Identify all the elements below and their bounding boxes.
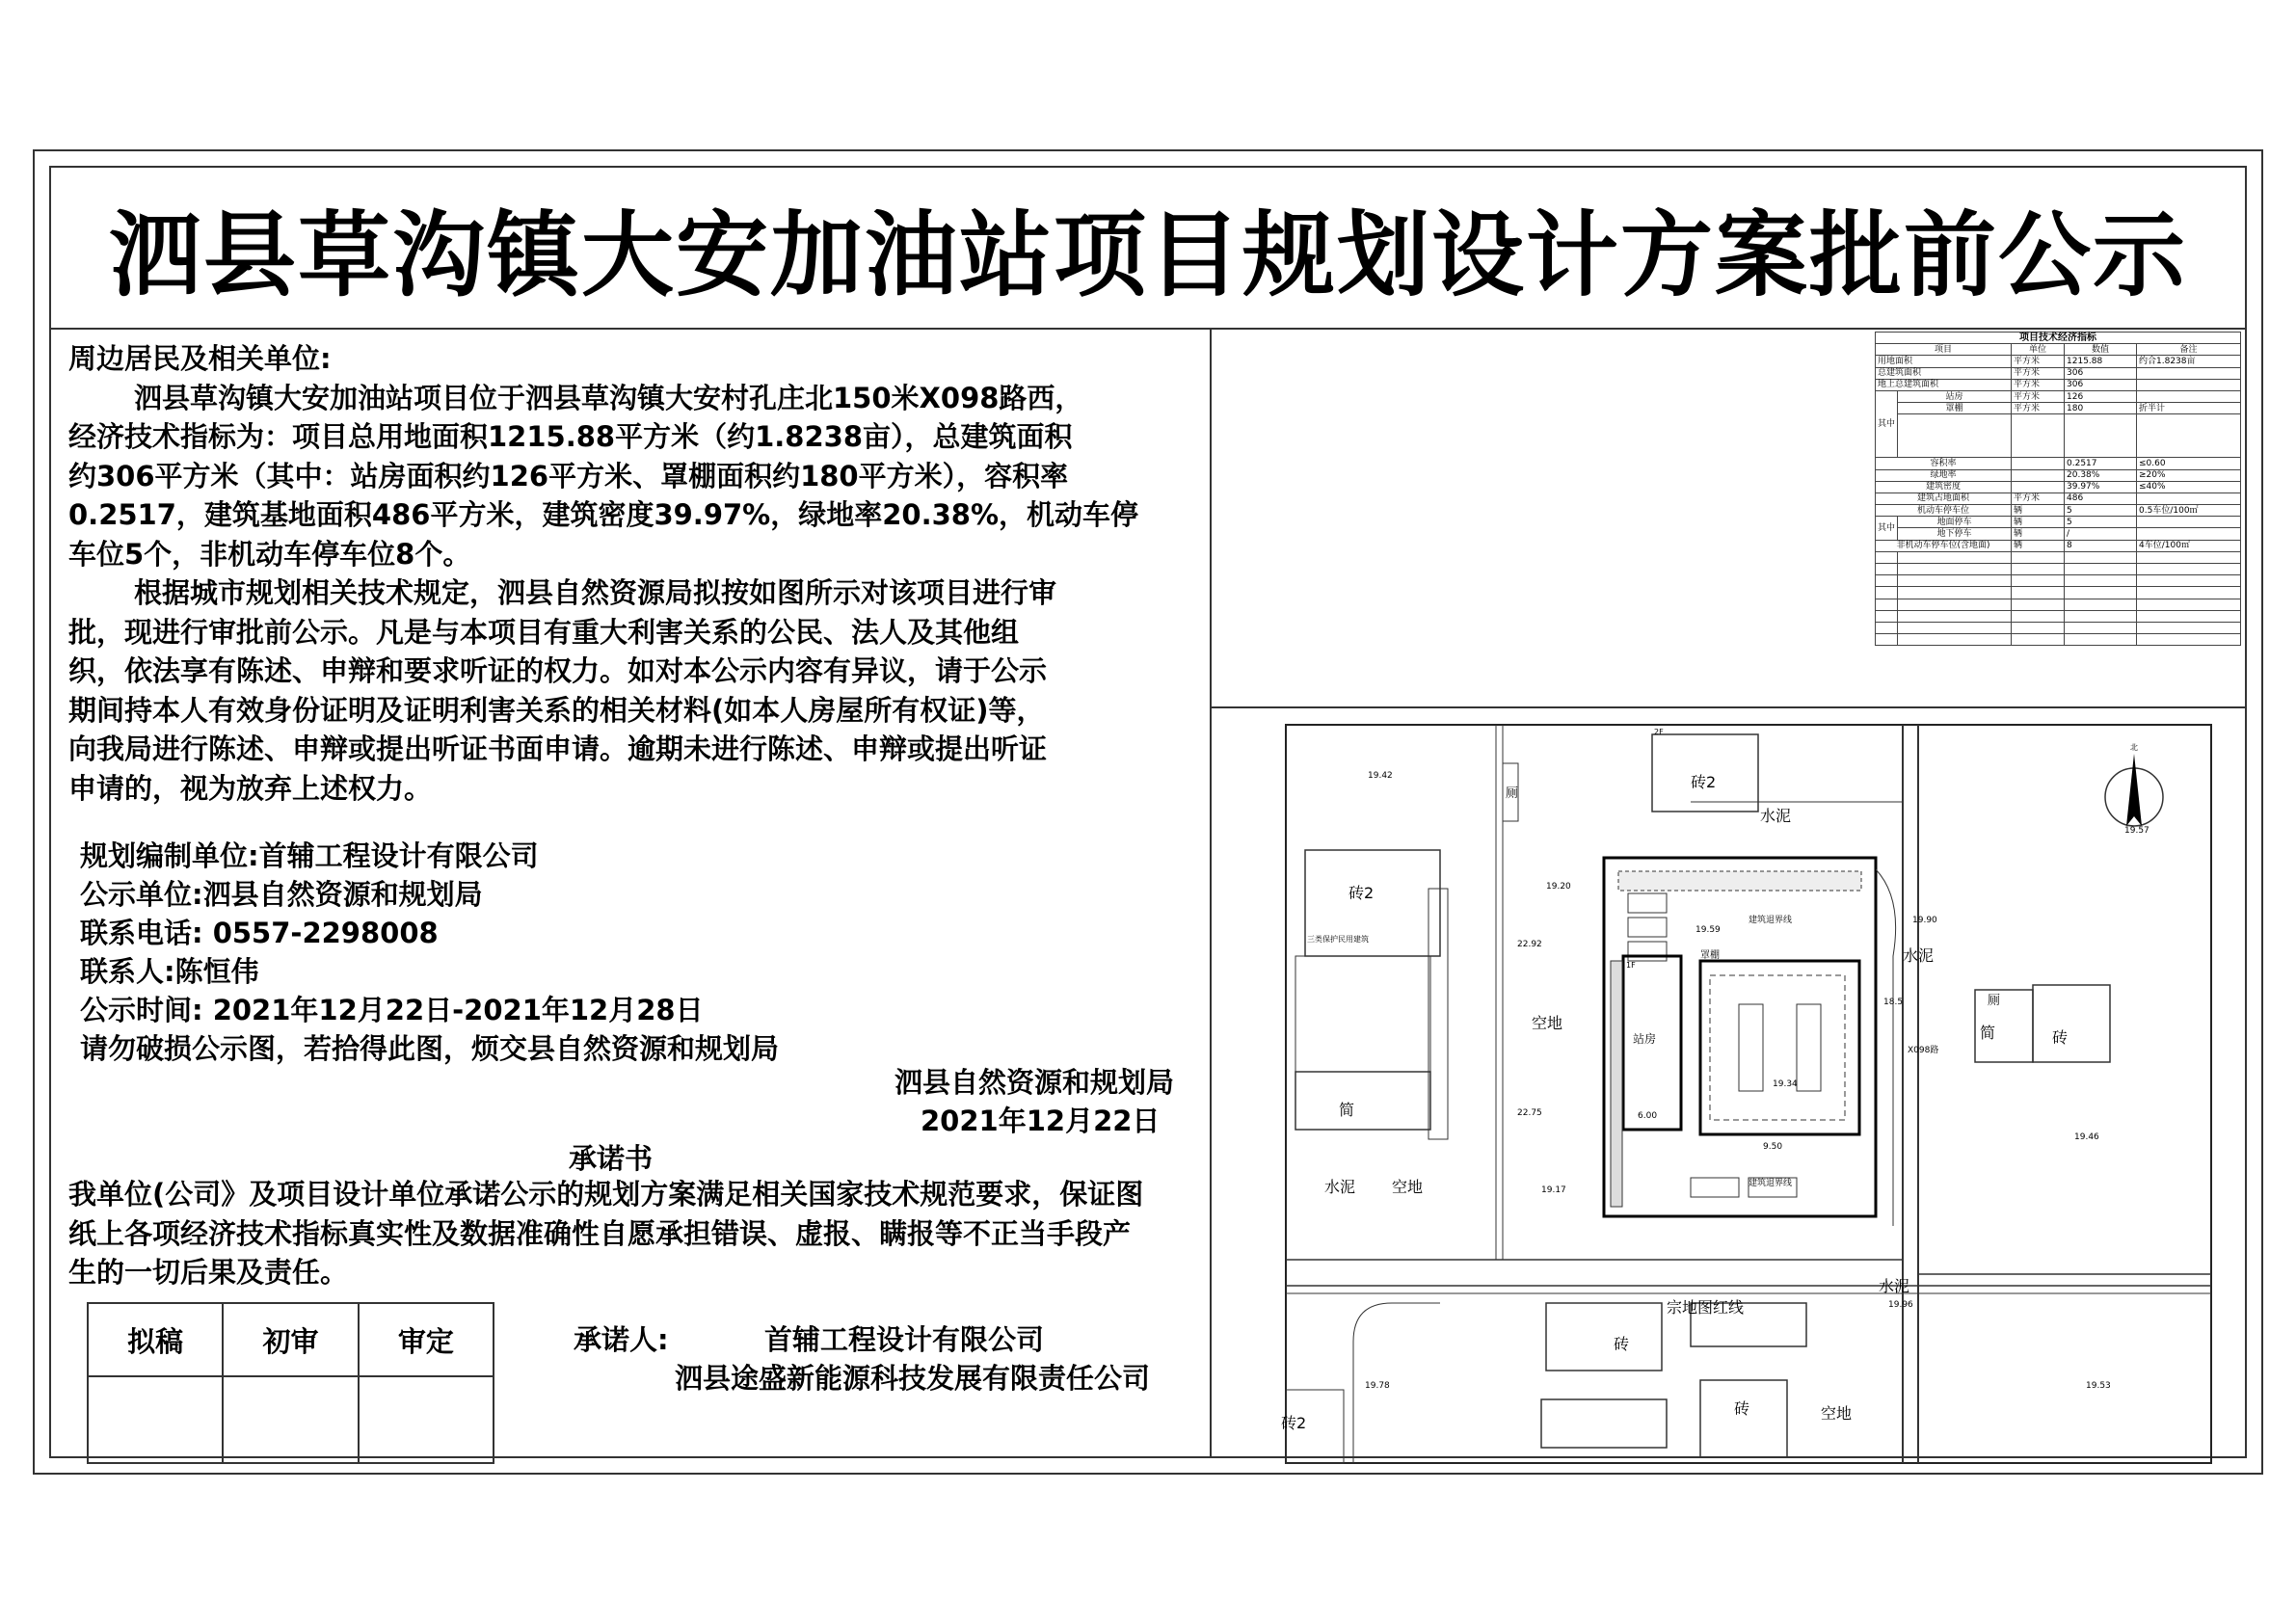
indicator-unit: 平方米 bbox=[2012, 379, 2065, 390]
map-label: 厕 bbox=[1988, 994, 2001, 1008]
indicator-name: 罩棚 bbox=[1898, 403, 2012, 414]
commitment-text bbox=[68, 1175, 1206, 1292]
indicator-note: ≤40% bbox=[2137, 481, 2241, 493]
indicator-name: 总建筑面积 bbox=[1876, 367, 2012, 379]
dimension-label: 6.00 bbox=[1638, 1111, 1658, 1121]
north-arrow-icon bbox=[2126, 754, 2142, 826]
column-divider bbox=[1210, 328, 1212, 1458]
map-label: 建筑退界线 bbox=[1749, 916, 1793, 925]
map-label: 站房 bbox=[1633, 1032, 1657, 1046]
greeting: 周边居民及相关单位: bbox=[68, 342, 332, 375]
map-label: 砖 bbox=[1614, 1335, 1630, 1353]
indicator-name: 地面停车 bbox=[1898, 517, 2012, 528]
indicator-header: 项目 bbox=[1876, 344, 2012, 356]
indicator-value: 486 bbox=[2065, 493, 2137, 504]
map-label: 宗地图红线 bbox=[1667, 1298, 1745, 1317]
map-label: 砖2 bbox=[1281, 1414, 1307, 1432]
driveway bbox=[1876, 869, 1896, 1226]
indicator-value: 0.2517 bbox=[2065, 458, 2137, 469]
indicator-name: 机动车停车位 bbox=[1876, 505, 2012, 517]
notice-line: 根据城市规划相关技术规定，泗县自然资源局拟按如图所示对该项目进行审 bbox=[134, 576, 1057, 609]
indicator-note: 约合1.8238亩 bbox=[2137, 356, 2241, 367]
dimension-label: 22.75 bbox=[1517, 1108, 1542, 1118]
indicator-name: 非机动车停车位(含地面) bbox=[1876, 540, 2012, 551]
canopy bbox=[1700, 961, 1859, 1134]
dimension-label: 18.5 bbox=[1883, 998, 1904, 1007]
indicator-side-label: 其中 bbox=[1876, 517, 1898, 540]
preservation-note: 请勿破损公示图，若拾得此图，烦交县自然资源和规划局 bbox=[80, 1032, 780, 1065]
indicator-unit: 平方米 bbox=[2012, 403, 2065, 414]
indicator-value: 306 bbox=[2065, 379, 2137, 390]
notice-line: 申请的，视为放弃上述权力。 bbox=[68, 771, 433, 805]
sig-cell-approve[interactable] bbox=[359, 1376, 494, 1463]
indicator-note bbox=[2137, 493, 2241, 504]
map-label: 简 bbox=[1980, 1024, 1996, 1042]
map-label: 空地 bbox=[1821, 1404, 1853, 1423]
building bbox=[1546, 1303, 1662, 1371]
indicator-table bbox=[1875, 332, 2241, 646]
indicator-unit: 平方米 bbox=[2012, 493, 2065, 504]
commitment-line: 生的一切后果及责任。 bbox=[68, 1256, 349, 1289]
indicator-value: 39.97% bbox=[2065, 481, 2137, 493]
site-plan-border bbox=[1286, 725, 2211, 1463]
indicator-note: 折半计 bbox=[2137, 403, 2241, 414]
indicator-unit: 辆 bbox=[2012, 505, 2065, 517]
issue-date: 2021年12月22日 bbox=[921, 1105, 1161, 1137]
building bbox=[1295, 956, 1430, 1072]
building bbox=[2033, 985, 2110, 1062]
fuel-island bbox=[1797, 1004, 1821, 1091]
map-label: 简 bbox=[1339, 1101, 1355, 1119]
notice-line: 经济技术指标为：项目总用地面积1215.88平方米（约1.8238亩），总建筑面积 bbox=[68, 420, 1073, 453]
indicator-name: 建筑占地面积 bbox=[1876, 493, 2012, 504]
right-panel-divider bbox=[1210, 706, 2247, 708]
indicator-header: 单位 bbox=[2012, 344, 2065, 356]
elevation-label: 19.42 bbox=[1368, 771, 1393, 781]
indicator-unit: 平方米 bbox=[2012, 356, 2065, 367]
map-label: X098路 bbox=[1908, 1046, 1939, 1055]
publicity-period: 公示时间: 2021年12月22日-2021年12月28日 bbox=[80, 994, 704, 1026]
wall bbox=[1428, 889, 1448, 1139]
publisher: 公示单位:泗县自然资源和规划局 bbox=[80, 878, 483, 911]
contact-phone: 联系电话: 0557-2298008 bbox=[80, 917, 439, 949]
map-label: 砖 bbox=[1734, 1399, 1750, 1418]
elevation-label: 19.96 bbox=[1888, 1300, 1913, 1310]
indicator-name: 容积率 bbox=[1876, 458, 2012, 469]
map-label: 北 bbox=[2130, 743, 2138, 752]
dimension-label: 9.50 bbox=[1763, 1142, 1783, 1152]
notice-line: 0.2517，建筑基地面积486平方米，建筑密度39.97%，绿地率20.38%，机动车停 bbox=[68, 498, 1139, 531]
indicator-value: 306 bbox=[2065, 367, 2137, 379]
indicator-value: / bbox=[2065, 528, 2137, 540]
map-label: 厕 bbox=[1506, 786, 1519, 801]
title-divider bbox=[49, 328, 2247, 330]
map-label: 砖2 bbox=[1691, 773, 1717, 791]
notice-line: 约306平方米（其中：站房面积约126平方米、罩棚面积约180平方米），容积率 bbox=[68, 459, 1069, 493]
indicator-name: 用地面积 bbox=[1876, 356, 2012, 367]
notice-line: 向我局进行陈述、申辩或提出听证书面申请。逾期未进行陈述、申辩或提出听证 bbox=[68, 732, 1048, 765]
indicator-note: 4车位/100㎡ bbox=[2137, 540, 2241, 551]
map-label: 水泥 bbox=[1903, 946, 1935, 965]
indicator-name: 地下停车 bbox=[1898, 528, 2012, 540]
dimension-label: 22.92 bbox=[1517, 940, 1542, 949]
map-label: 建筑退界线 bbox=[1749, 1179, 1793, 1188]
signature-table bbox=[87, 1302, 494, 1464]
indicator-note: ≥20% bbox=[2137, 469, 2241, 481]
indicator-unit: 平方米 bbox=[2012, 367, 2065, 379]
notice-line: 织，依法享有陈述、申辩和要求听证的权力。如对本公示内容有异议，请于公示 bbox=[68, 654, 1048, 687]
indicator-value: 180 bbox=[2065, 403, 2137, 414]
indicator-value: 126 bbox=[2065, 390, 2137, 402]
sig-cell-review[interactable] bbox=[223, 1376, 358, 1463]
indicator-name: 地上总建筑面积 bbox=[1876, 379, 2012, 390]
promisor-label: 承诺人: bbox=[574, 1323, 669, 1356]
notice-text bbox=[68, 339, 1206, 808]
indicator-note bbox=[2137, 528, 2241, 540]
notice-line: 期间持本人有效身份证明及证明利害关系的相关材料(如本人房屋所有权证)等， bbox=[68, 693, 1045, 727]
map-label: 1F bbox=[1626, 961, 1636, 970]
indicator-title: 项目技术经济指标 bbox=[1876, 333, 2241, 344]
elevation-label: 19.46 bbox=[2074, 1132, 2099, 1142]
indicator-unit: 平方米 bbox=[2012, 390, 2065, 402]
notice-line: 车位5个，非机动车停车位8个。 bbox=[68, 537, 471, 571]
indicator-value: 1215.88 bbox=[2065, 356, 2137, 367]
indicator-note: 0.5车位/100㎡ bbox=[2137, 505, 2241, 517]
indicator-value: 5 bbox=[2065, 517, 2137, 528]
elevation-label: 19.53 bbox=[2086, 1381, 2111, 1391]
parking-space bbox=[1628, 918, 1667, 937]
map-label: 空地 bbox=[1532, 1014, 1563, 1032]
indicator-note: ≤0.60 bbox=[2137, 458, 2241, 469]
indicator-header: 备注 bbox=[2137, 344, 2241, 356]
green-strip bbox=[1618, 871, 1861, 891]
commitment-line: 纸上各项经济技术指标真实性及数据准确性自愿承担错误、虚报、瞒报等不正当手段产 bbox=[68, 1216, 1132, 1250]
elevation-label: 19.57 bbox=[2124, 826, 2149, 836]
commitment-line: 我单位(公司》及项目设计单位承诺公示的规划方案满足相关国家技术规范要求，保证图 bbox=[68, 1178, 1144, 1211]
indicator-name: 站房 bbox=[1898, 390, 2012, 402]
map-label: 砖 bbox=[2052, 1028, 2069, 1047]
sig-header-draft: 拟稿 bbox=[88, 1303, 223, 1376]
indicator-unit: 辆 bbox=[2012, 528, 2065, 540]
planning-unit: 规划编制单位:首辅工程设计有限公司 bbox=[80, 839, 539, 872]
map-label: 水泥 bbox=[1324, 1178, 1356, 1196]
map-label: 砖2 bbox=[1348, 884, 1375, 902]
fuel-island bbox=[1739, 1004, 1763, 1091]
building bbox=[1295, 1072, 1430, 1130]
map-label: 水泥 bbox=[1879, 1277, 1910, 1295]
indicator-table-wrap bbox=[1875, 332, 2241, 706]
indicator-note bbox=[2137, 390, 2241, 402]
indicator-unit: 辆 bbox=[2012, 540, 2065, 551]
promisor-2: 泗县途盛新能源科技发展有限责任公司 bbox=[675, 1362, 1151, 1395]
sig-cell-draft[interactable] bbox=[88, 1376, 223, 1463]
indicator-name: 绿地率 bbox=[1876, 469, 2012, 481]
elevation-label: 19.59 bbox=[1695, 925, 1721, 935]
parking-space bbox=[1628, 893, 1667, 913]
map-label: 水泥 bbox=[1760, 807, 1792, 825]
map-label: 空地 bbox=[1392, 1178, 1424, 1196]
elevation-label: 19.17 bbox=[1541, 1185, 1566, 1195]
indicator-note bbox=[2137, 367, 2241, 379]
map-label: 罩棚 bbox=[1700, 950, 1720, 961]
elevation-label: 19.78 bbox=[1365, 1381, 1390, 1391]
elevation-label: 19.34 bbox=[1773, 1079, 1798, 1089]
promisor-1: 首辅工程设计有限公司 bbox=[764, 1323, 1045, 1356]
indicator-note bbox=[2137, 379, 2241, 390]
map-label: 三类保护民用建筑 bbox=[1307, 935, 1369, 944]
indicator-unit bbox=[2012, 469, 2065, 481]
indicator-note bbox=[2137, 517, 2241, 528]
sig-header-approve: 审定 bbox=[359, 1303, 494, 1376]
page-title: 泗县草沟镇大安加油站项目规划设计方案批前公示 bbox=[109, 201, 2187, 309]
parking-space bbox=[1628, 942, 1667, 961]
indicator-side-label: 其中 bbox=[1876, 390, 1898, 457]
indicator-blank bbox=[1898, 414, 2012, 458]
indicator-unit bbox=[2012, 458, 2065, 469]
building bbox=[1541, 1399, 1667, 1448]
indicator-unit bbox=[2012, 481, 2065, 493]
green-strip bbox=[1611, 961, 1622, 1207]
commitment-heading: 承诺书 bbox=[569, 1142, 654, 1175]
indicator-value: 20.38% bbox=[2065, 469, 2137, 481]
parking-space bbox=[1691, 1178, 1739, 1197]
building bbox=[1700, 1380, 1787, 1457]
indicator-unit: 辆 bbox=[2012, 517, 2065, 528]
notice-line: 批，现进行审批前公示。凡是与本项目有重大利害关系的公民、法人及其他组 bbox=[68, 615, 1020, 649]
indicator-value: 5 bbox=[2065, 505, 2137, 517]
canopy-inner bbox=[1710, 975, 1845, 1120]
sig-header-review: 初审 bbox=[223, 1303, 358, 1376]
indicator-name: 建筑密度 bbox=[1876, 481, 2012, 493]
elevation-label: 19.90 bbox=[1912, 916, 1937, 925]
indicator-value: 8 bbox=[2065, 540, 2137, 551]
site-plan bbox=[1281, 725, 2211, 1463]
elevation-label: 19.20 bbox=[1546, 882, 1571, 892]
map-label: 2F bbox=[1654, 728, 1664, 736]
notice-line: 泗县草沟镇大安加油站项目位于泗县草沟镇大安村孔庄北150米X098路西， bbox=[134, 381, 1083, 414]
contact-person: 联系人:陈恒伟 bbox=[80, 955, 259, 988]
issuer: 泗县自然资源和规划局 bbox=[894, 1066, 1175, 1099]
indicator-header: 数值 bbox=[2065, 344, 2137, 356]
